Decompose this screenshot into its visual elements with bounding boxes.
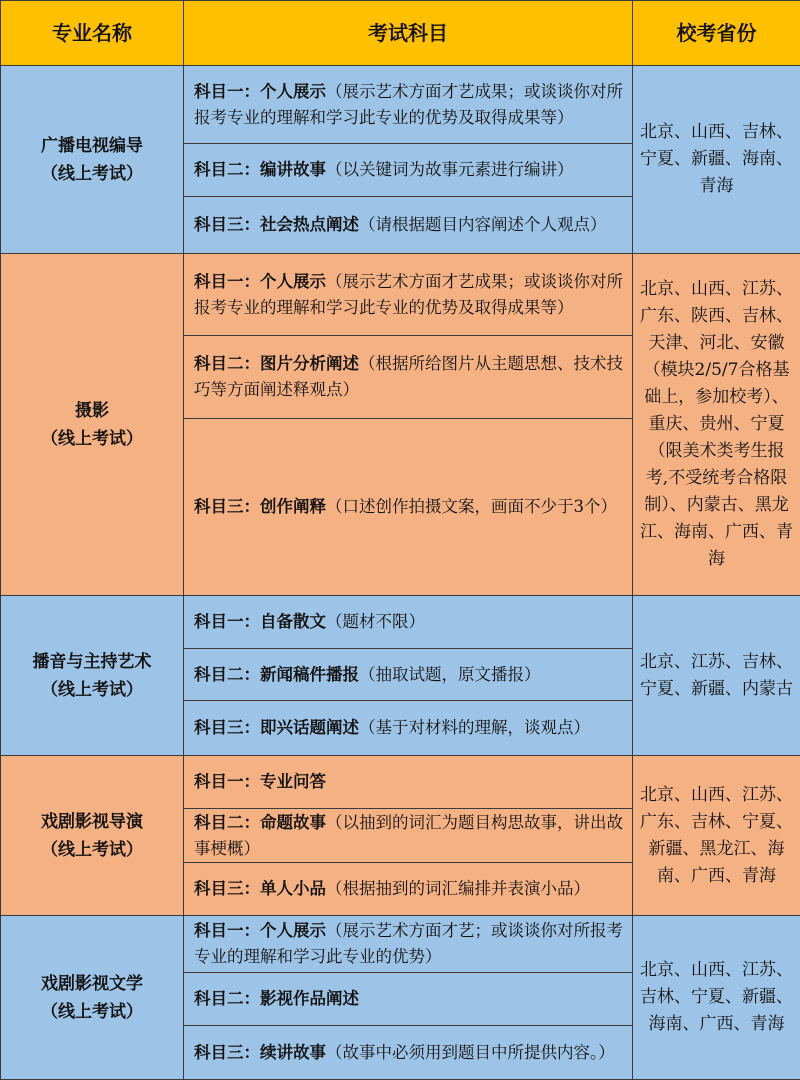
subject-desc: （题材不限） xyxy=(326,612,425,631)
major-cell xyxy=(1,66,184,254)
subject-cell xyxy=(184,419,633,596)
header-major: 专业名称 xyxy=(1,1,184,66)
table-body xyxy=(1,66,800,1080)
subject-label: 科目一：个人展示 xyxy=(194,921,326,940)
major-name: 广播电视编导 xyxy=(1,132,183,160)
subject-label: 科目二：新闻稿件播报 xyxy=(194,665,359,684)
header-provinces: 校考省份 xyxy=(633,1,800,66)
major-cell xyxy=(1,916,184,1080)
subject-label: 科目二：命题故事 xyxy=(194,813,326,832)
subject-cell xyxy=(184,596,633,649)
subject-label: 科目三：续讲故事 xyxy=(194,1043,326,1062)
exam-mode: （线上考试） xyxy=(1,836,183,864)
table-row xyxy=(1,66,800,144)
header-row xyxy=(1,1,800,66)
subject-desc: （抽取试题，原文播报） xyxy=(359,665,541,684)
subject-desc: （口述创作拍摄文案，画面不少于3个） xyxy=(326,497,617,516)
table-row xyxy=(1,916,800,973)
major-name: 戏剧影视导演 xyxy=(1,808,183,836)
subject-desc: （请根据题目内容阐述个人观点） xyxy=(359,215,607,234)
subject-label: 科目三：社会热点阐述 xyxy=(194,215,359,234)
subject-cell xyxy=(184,66,633,144)
table-row xyxy=(1,254,800,336)
subject-cell xyxy=(184,863,633,916)
subject-desc: （以关键词为故事元素进行编讲） xyxy=(326,160,574,179)
subject-label: 科目二：影视作品阐述 xyxy=(194,989,359,1008)
subject-cell xyxy=(184,701,633,756)
subject-label: 科目一：自备散文 xyxy=(194,612,326,631)
subject-cell xyxy=(184,809,633,863)
subject-label: 科目三：单人小品 xyxy=(194,879,326,898)
subject-cell xyxy=(184,973,633,1026)
exam-mode: （线上考试） xyxy=(1,160,183,188)
subject-desc: （根据抽到的词汇编排并表演小品） xyxy=(326,879,590,898)
table-row xyxy=(1,756,800,809)
major-name: 戏剧影视文学 xyxy=(1,970,183,998)
exam-mode: （线上考试） xyxy=(1,998,183,1026)
subject-cell xyxy=(184,916,633,973)
subject-desc: （以抽到的词汇为题目构思故事，讲出故事梗概） xyxy=(194,813,623,858)
provinces-cell: 北京、山西、江苏、广东、陕西、吉林、天津、河北、安徽（模块2/5/7合格基础上，参加校考）、重庆、贵州、宁夏（限美术类考生报考,不受统考合格限制）、内蒙古、黑龙江、海南、广西、青海 xyxy=(633,254,800,596)
major-cell xyxy=(1,596,184,756)
subject-cell xyxy=(184,756,633,809)
subject-label: 科目一：个人展示 xyxy=(194,272,326,291)
major-name: 播音与主持艺术 xyxy=(1,648,183,676)
subject-label: 科目二：图片分析阐述 xyxy=(194,354,359,373)
header-subjects: 考试科目 xyxy=(184,1,633,66)
subject-cell xyxy=(184,144,633,197)
subject-label: 科目二：编讲故事 xyxy=(194,160,326,179)
subject-label: 科目三：即兴话题阐述 xyxy=(194,718,359,737)
subject-desc: （展示艺术方面才艺；或谈谈你对所报考专业的理解和学习此专业的优势） xyxy=(194,921,623,966)
subject-cell xyxy=(184,649,633,701)
subject-label: 科目一：专业问答 xyxy=(194,772,326,791)
subject-cell xyxy=(184,254,633,336)
subject-desc: （根据所给图片从主题思想、技术技巧等方面阐述释观点） xyxy=(194,354,623,399)
major-cell xyxy=(1,756,184,916)
subject-desc: （基于对材料的理解，谈观点） xyxy=(359,718,590,737)
subject-desc: （展示艺术方面才艺成果；或谈谈你对所报考专业的理解和学习此专业的优势及取得成果等） xyxy=(194,82,623,127)
subject-desc: （故事中必须用到题目中所提供内容。） xyxy=(326,1043,615,1062)
provinces-cell: 北京、山西、江苏、广东、吉林、宁夏、新疆、黑龙江、海南、广西、青海 xyxy=(633,756,800,916)
provinces-cell: 北京、江苏、吉林、宁夏、新疆、内蒙古 xyxy=(633,596,800,756)
subject-cell xyxy=(184,197,633,254)
major-cell xyxy=(1,254,184,596)
major-name: 摄影 xyxy=(1,397,183,425)
subject-desc: （展示艺术方面才艺成果；或谈谈你对所报考专业的理解和学习此专业的优势及取得成果等） xyxy=(194,272,623,317)
subject-cell xyxy=(184,1026,633,1080)
subject-cell xyxy=(184,336,633,419)
subject-label: 科目三：创作阐释 xyxy=(194,497,326,516)
exam-mode: （线上考试） xyxy=(1,425,183,453)
provinces-cell: 北京、山西、江苏、吉林、宁夏、新疆、海南、广西、青海 xyxy=(633,916,800,1080)
exam-mode: （线上考试） xyxy=(1,676,183,704)
subject-label: 科目一：个人展示 xyxy=(194,82,326,101)
table-row xyxy=(1,596,800,649)
provinces-cell: 北京、山西、吉林、宁夏、新疆、海南、青海 xyxy=(633,66,800,254)
